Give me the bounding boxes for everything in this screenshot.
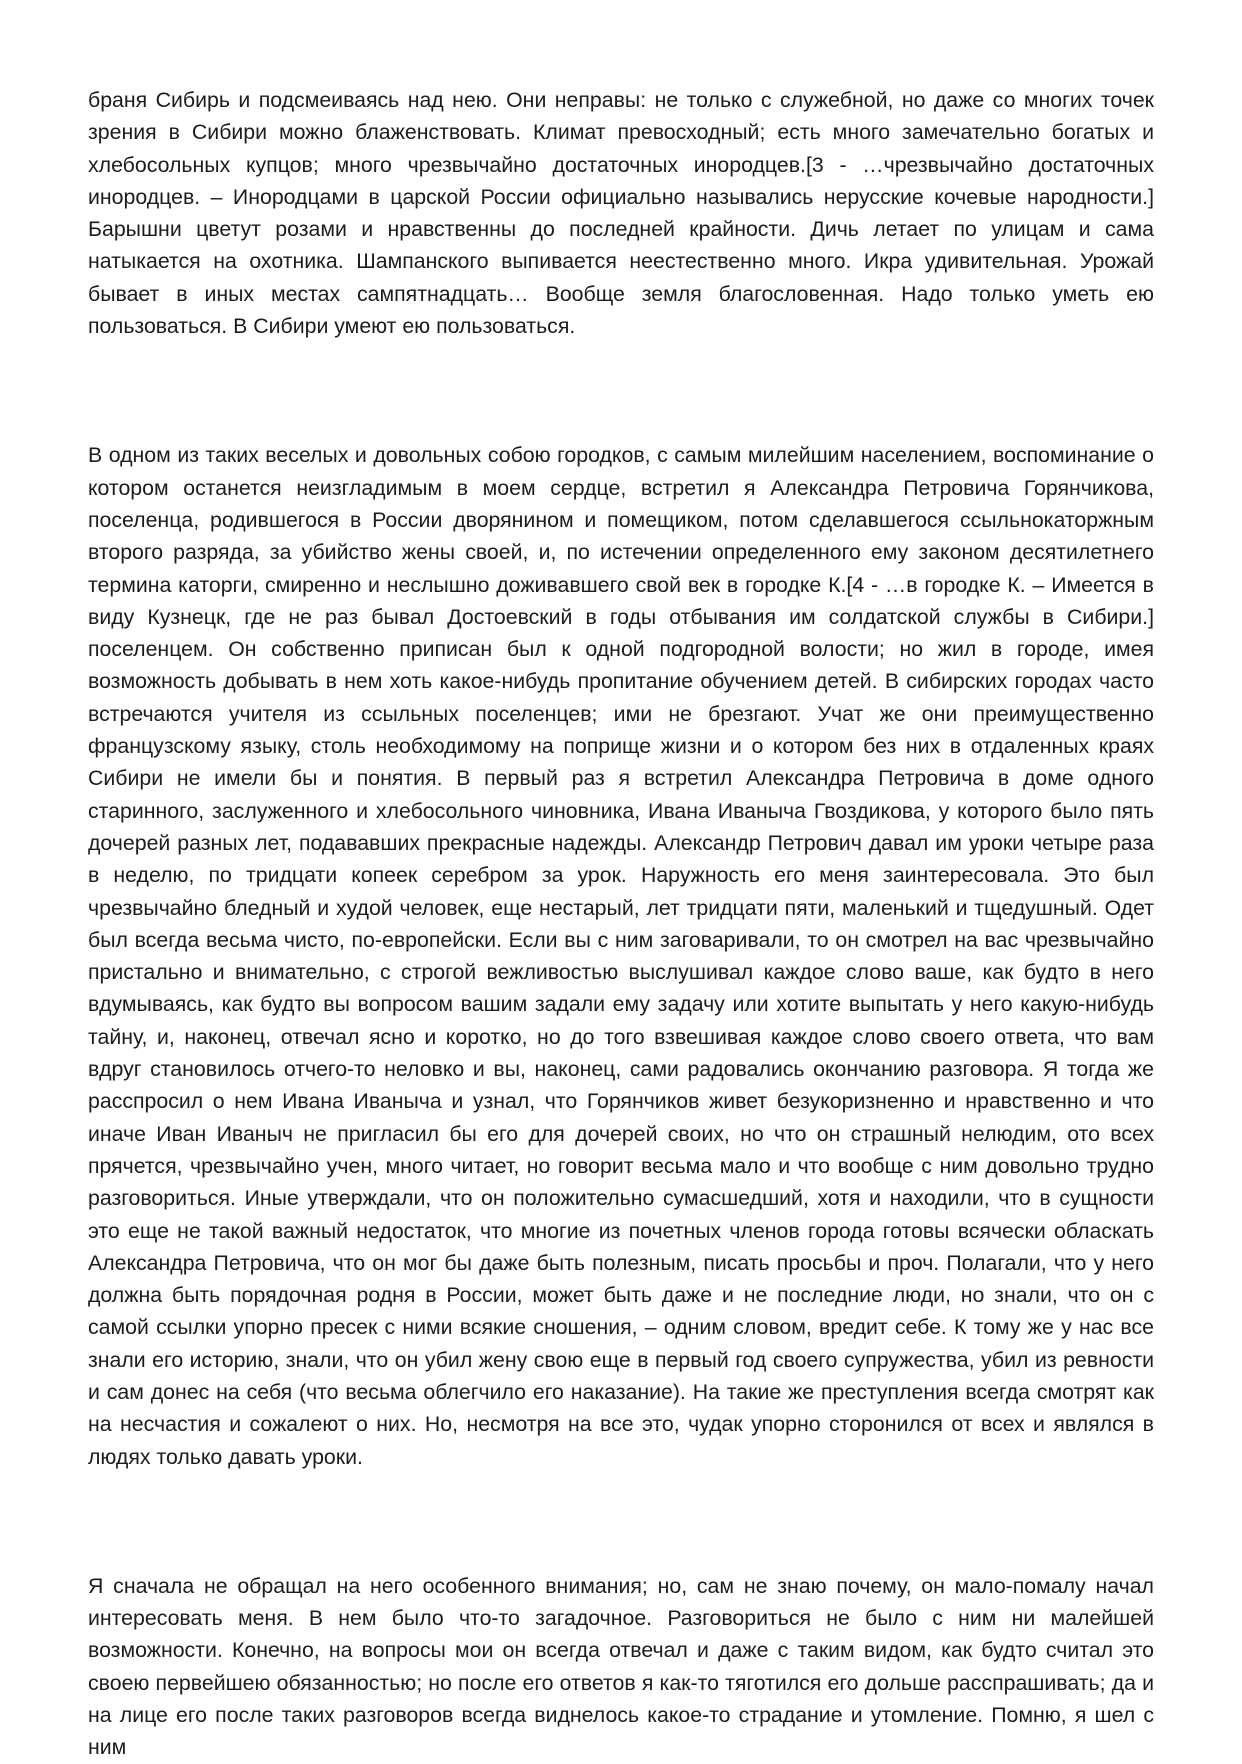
- paragraph-2: В одном из таких веселых и довольных собою городков, с самым милейшим населением, воспоминание о котором останется неизгладимым в моем сердце, встретил я Александра Петровича Горянчикова, поселенца, родившегося в России дворянином и помещиком, потом сделавшегося ссыльнокаторжным второго разряда, за убийство жены своей, и, по истечении определенного ему законом десятилетнего термина каторги, смиренно и неслышно доживавшего свой век в городке К.[4 - …в городке К. – Имеется в виду Кузнецк, где не раз бывал Достоевский в годы отбывания им солдатской службы в Сибири.] поселенцем. Он собственно приписан был к одной подгородной волости; но жил в городе, имея возможность добывать в нем хоть какое-нибудь пропитание обучением детей. В сибирских городах часто встречаются учителя из ссыльных поселенцев; ими не брезгают. Учат же они преимущественно французскому языку, столь необходимому на поприще жизни и о котором без них в отдаленных краях Сибири не имели бы и понятия. В первый раз я встретил Александра Петровича в доме одного старинного, заслуженного и хлебосольного чиновника, Ивана Иваныча Гвоздикова, у которого было пять дочерей разных лет, подававших прекрасные надежды. Александр Петрович давал им уроки четыре раза в неделю, по тридцати копеек серебром за урок. Наружность его меня заинтересовала. Это был чрезвычайно бледный и худой человек, еще нестарый, лет тридцати пяти, маленький и тщедушный. Одет был всегда весьма чисто, по-европейски. Если вы с ним заговаривали, то он смотрел на вас чрезвычайно пристально и внимательно, с строгой вежливостью выслушивал каждое слово ваше, как будто в него вдумываясь, как будто вы вопросом вашим задали ему задачу или хотите выпытать у него какую-нибудь тайну, и, наконец, отвечал ясно и коротко, но до того взвешивая каждое слово своего ответа, что вам вдруг становилось отчего-то неловко и вы, наконец, сами радовались окончанию разговора. Я тогда же расспросил о нем Ивана Иваныча и узнал, что Горянчиков живет безукоризненно и нравственно и что иначе Иван Иваныч не пригласил бы его для дочерей своих, но что он страшный нелюдим, ото всех прячется, чрезвычайно учен, много читает, но говорит весьма мало и что вообще с ним довольно трудно разговориться. Иные утверждали, что он положительно сумасшедший, хотя и находили, что в сущности это еще не такой важный недостаток, что многие из почетных членов города готовы всячески обласкать Александра Петровича, что он мог бы даже быть полезным, писать просьбы и проч. Полагали, что у него должна быть порядочная родня в России, может быть даже и не последние люди, но знали, что он с самой ссылки упорно пресек с ними всякие сношения, – одним словом, вредит себе. К тому же у нас все знали его историю, знали, что он убил жену свою еще в первый год своего супружества, убил из ревности и сам донес на себя (что весьма облегчило его наказание). На такие же преступления всегда смотрят как на несчастия и сожалеют о них. Но, несмотря на все это, чудак упорно сторонился от всех и являлся в людях только давать уроки.: [88, 443, 1154, 1469]
- document-page: [88, 84, 1154, 1764]
- paragraph-3: Я сначала не обращал на него особенного внимания; но, сам не знаю почему, он мало-помалу начал интересовать меня. В нем было что-то загадочное. Разговориться не было с ним ни малейшей возможности. Конечно, на вопросы мои он всегда отвечал и даже с таким видом, как будто считал это своею первейшею обязанностью; но после его ответов я как-то тяготился его дольше расспрашивать; да и на лице его после таких разговоров всегда виднелось какое-то страдание и утомление. Помню, я шел с ним: [88, 1573, 1154, 1760]
- paragraph-1: браня Сибирь и подсмеиваясь над нею. Они неправы: не только с служебной, но даже со многих точек зрения в Сибири можно блаженствовать. Климат превосходный; есть много замечательно богатых и хлебосольных купцов; много чрезвычайно достаточных инородцев.[3 - …чрезвычайно достаточных инородцев. – Инородцами в царской России официально назывались нерусские кочевые народности.] Барышни цветут розами и нравственны до последней крайности. Дичь летает по улицам и сама натыкается на охотника. Шампанского выпивается неестественно много. Икра удивительная. Урожай бывает в иных местах сампятнадцать… Вообще земля благословенная. Надо только уметь ею пользоваться. В Сибири умеют ею пользоваться.: [88, 88, 1154, 339]
